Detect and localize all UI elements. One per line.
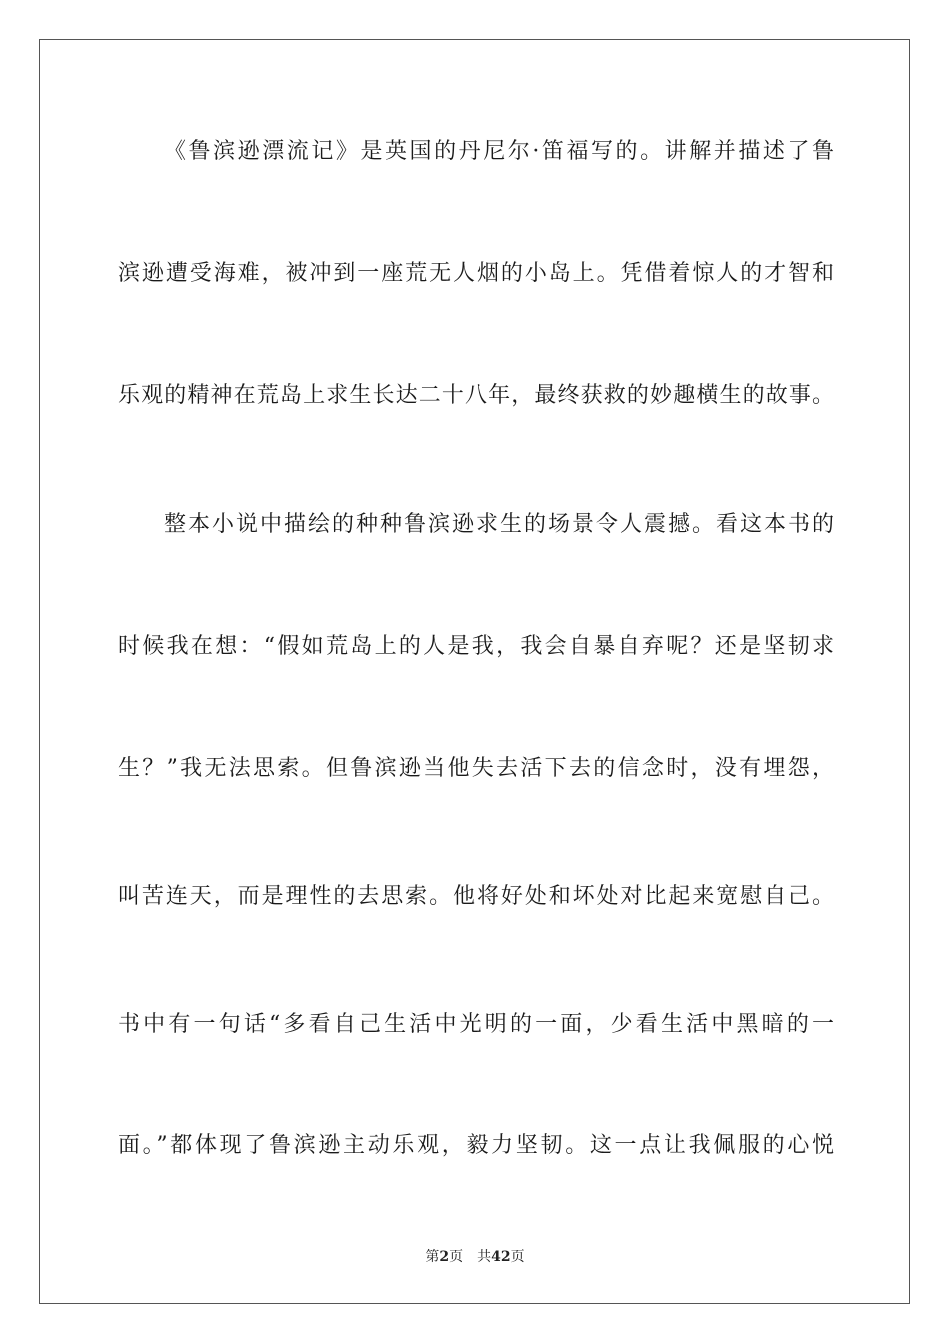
page-suffix: 页 [449, 1249, 464, 1265]
page-footer [0, 1247, 950, 1267]
page-prefix: 第 [425, 1249, 440, 1265]
paragraph-line-9: 面。”都体现了鲁滨逊主动乐观，毅力坚韧。这一点让我佩服的心悦 [118, 1133, 834, 1158]
paragraph-line-8: 书中有一句话“多看自己生活中光明的一面，少看生活中黑暗的一 [118, 1012, 834, 1037]
paragraph-line-3: 乐观的精神在荒岛上求生长达二十八年，最终获救的妙趣横生的故事。 [118, 383, 834, 408]
page-frame [39, 39, 910, 1304]
total-prefix: 共 [477, 1249, 492, 1265]
paragraph-line-1: 《鲁滨逊漂流记》是英国的丹尼尔·笛福写的。讲解并描述了鲁 [164, 139, 834, 164]
paragraph-line-7: 叫苦连天，而是理性的去思索。他将好处和坏处对比起来宽慰自己。 [118, 884, 834, 909]
total-suffix: 页 [510, 1249, 525, 1265]
total-pages: 42 [491, 1249, 511, 1265]
paragraph-line-5: 时候我在想：“假如荒岛上的人是我，我会自暴自弃呢？还是坚韧求 [118, 634, 834, 659]
paragraph-line-2: 滨逊遭受海难，被冲到一座荒无人烟的小岛上。凭借着惊人的才智和 [118, 261, 834, 286]
page-number: 2 [439, 1249, 450, 1265]
paragraph-line-6: 生？”我无法思索。但鲁滨逊当他失去活下去的信念时，没有埋怨， [118, 756, 834, 781]
paragraph-line-4: 整本小说中描绘的种种鲁滨逊求生的场景令人震撼。看这本书的 [164, 512, 834, 537]
